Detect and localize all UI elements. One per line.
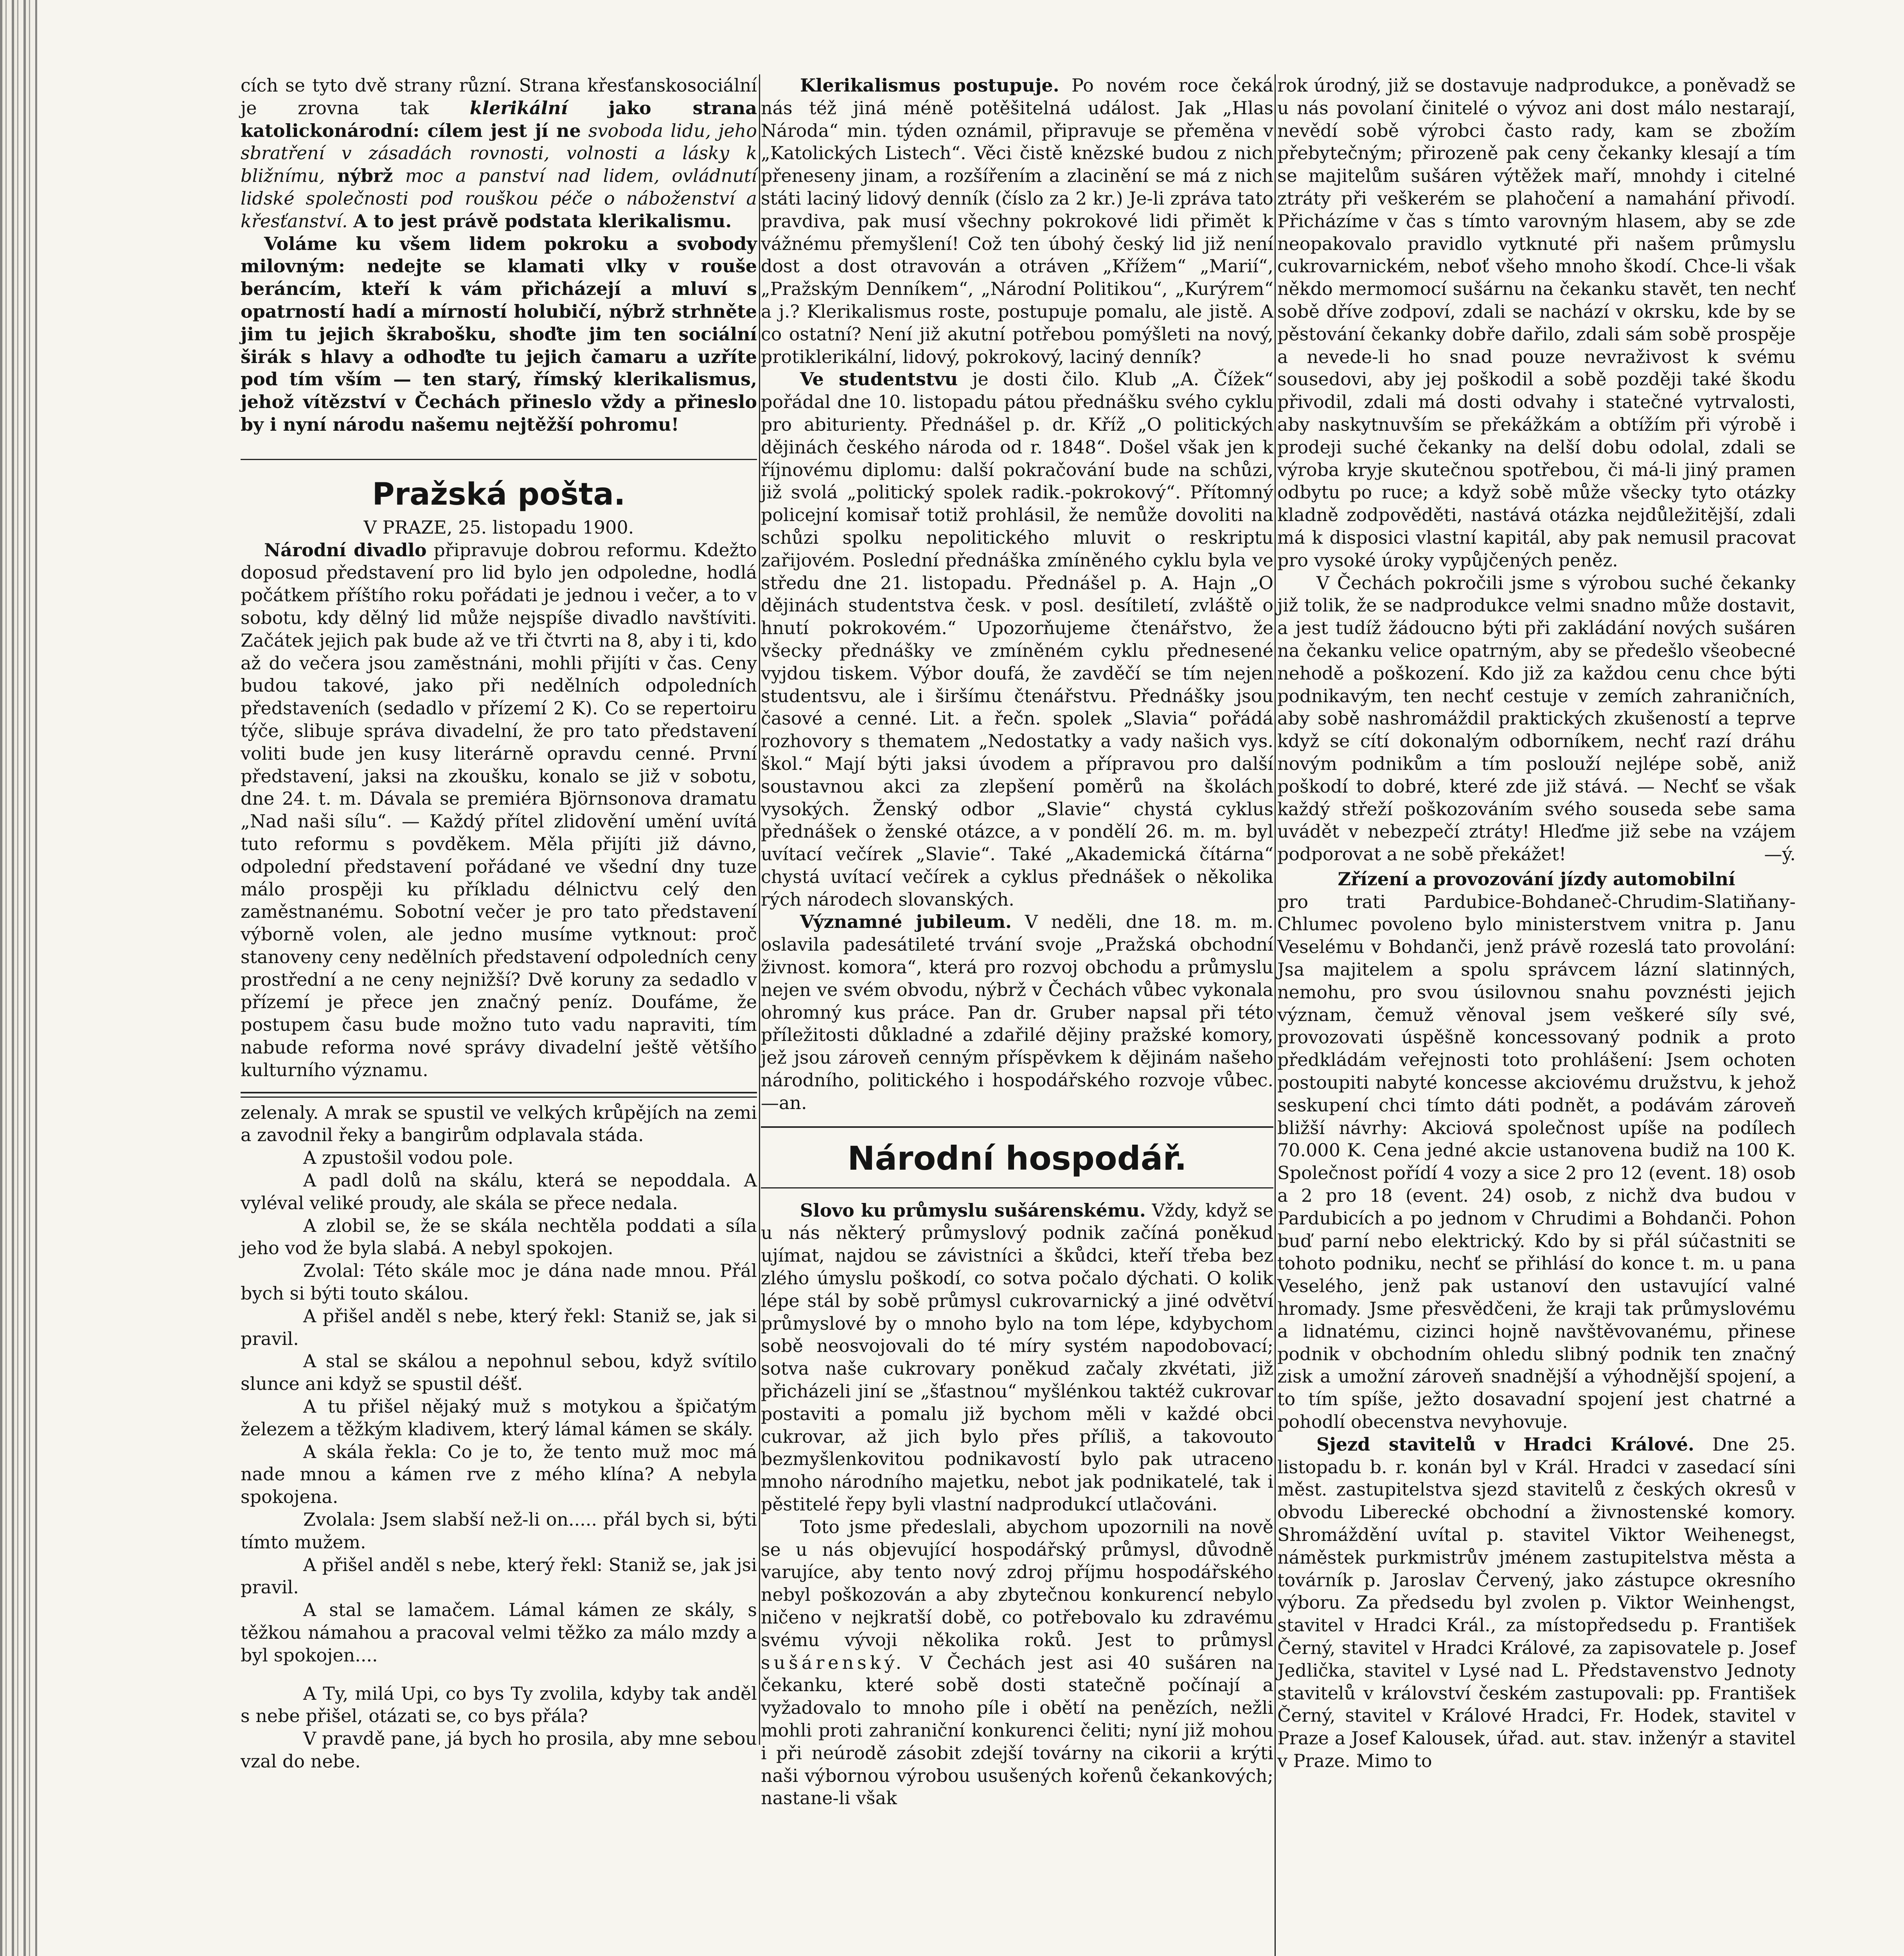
feuilleton-paragraph: A přišel anděl s nebe, který řekl: Staniž se, jak jsi pravil. [241, 1554, 757, 1598]
feuilleton-paragraph: V pravdě pane, já bych ho prosila, aby mne sebou vzal do nebe. [241, 1728, 757, 1772]
appeal-paragraph: Voláme ku všem lidem pokroku a svobody milovným: nedejte se klamati vlky v rouše beráncím, kteří k vám přicházejí a mluví s opatrností hadí a mírností holubičí, nýbrž strhněte jim tu jejich škrabošku, shoďte jim ten sociální širák s hlavy a odhoďte tu jejich čamaru a uzříte pod tím vším — ten starý, římský klerikalismus, jehož vítězství v Čechách přineslo vždy a přineslo by i nyní národu našemu nejtěžší pohromu! [241, 233, 757, 435]
feuilleton-paragraph: A stal se lamačem. Lámal kámen ze skály, s těžkou námahou a pracoval velmi těžko za málo mzdy a byl spokojen.... [241, 1599, 757, 1666]
automobile-title: Zřízení a provozování jízdy automobilní [1338, 868, 1735, 890]
column-rule [759, 74, 760, 1745]
binding-edge [0, 0, 37, 1956]
feuilleton-paragraph: A zlobil se, že se skála nechtěla poddati a síla jeho vod že byla slabá. A nebyl spokojen. [241, 1215, 757, 1259]
builders-article: Sjezd stavitelů v Hradci Králové. Dne 25. listopadu b. r. konán byl v Král. Hradci v zasedací síni měst. zastupitelstva sjezd stavitelů z českých okresů v obvodu Liberecké obchodní a živnostenské komory. Shromáždění uvítal p. stavitel Viktor Weihenegst, náměstek purkmistrův jménem zastupitelstva města a továrník p. Jaroslav Červený, jako zástupce okresního výboru. Za předsedu byl zvolen p. Viktor Weinhengst, stavitel v Hradci Král., za místopředsedu p. František Černý, stavitel v Hradci Králové, za zapisovatele p. Josef Jedlička, stavitel v Lysé nad L. Představenstvo Jednoty stavitelů v království českém zastupovali: pp. František Černý, stavitel v Králové Hradci, Fr. Hodek, stavitel v Praze a Josef Kalousek, úřad. aut. stav. inženýr a stavitel v Praze. Mimo to [1277, 1433, 1796, 1771]
feuilleton [241, 1102, 757, 1773]
column-c [1277, 74, 1796, 1773]
column-b [761, 74, 1273, 1810]
feuilleton-paragraph: A padl dolů na skálu, která se nepoddala. A vyléval veliké proudy, ale skála se přece nedala. [241, 1170, 757, 1214]
industry-continuation-2: V Čechách pokročili jsme s výrobou suché čekanky již tolik, že se nadprodukce velmi snadno může dostavit, a jest tudíž žádoucno býti při zakládání nových sušáren na čekanku velice opatrným, aby se předešlo všeobecné nehodě a poškození. Kdo již za každou cenu chce býti podnikavým, ten nechť cestuje v zemích zahraničních, aby sobě nashromáždil praktických zkušeností a teprve když se cítí dokonalým odborníkem, nechť razí dráhu novým podnikům a tím poslouží nejlépe sobě, aniž poškodí to dobré, které zde již stává. — Nechť se však každý střeží poškozováním svého souseda sebe sama uvádět v nebezpečí ztráty! Hleďme již sebe na vzájem podporovat a ne sobě překážet! —ý. [1277, 572, 1796, 865]
clerical-article: Klerikalismus postupuje. Po novém roce čeká nás též jiná méně potěšitelná událost. Jak „Hlas Národa“ min. týden oznámil, připravuje se přeměna v „Katolických Listech“. Věci čistě knězské budou z nich přeneseny jinam, a rozšířením a zlacinění se má z nich státi laciný lidový denník (číslo za 2 kr.) Je-li zpráva tato pravdiva, pak musí všechny pokrokové lidi přimět k vážnému přemyšlení! Což ten úbohý český lid již není dost a dost otravován a otráven „Křížem“ „Marií“, „Pražským Denníkem“, „Národní Politikou“, „Kurýrem“ a j.? Klerikalismus roste, postupuje pomalu, ale jistě. A co ostatní? Není již akutní potřebou pomýšleti na nový, protiklerikální, lidový, pokrokový, laciný denník? [761, 75, 1273, 367]
industry-article-cont: Toto jsme předeslali, abychom upozornili na nově se u nás objevující hospodářský průmysl, důvodně varujíce, aby tento nový zdroj příjmu hospodářského nebyl poškozován a aby zbytečnou konkurencí nebylo ničeno v nejkratší době, co potřebovalo ku zdravému svému vývoji několika roků. Jest to průmysl sušárenský. V Čechách jest asi 40 sušáren na čekanku, které sobě dosti statečně počínají a vyžadovalo to mnoho píle i obětí na penězích, nežli mohli proti zahraniční konkurenci čeliti; nyní již mohou i při neúrodě zásobit zdejší továrny na cikorii a krýti naši výbornou výrobou usušených kořenů čekankových; nastane-li však [761, 1516, 1273, 1809]
dateline: V PRAZE, 25. listopadu 1900. [363, 516, 634, 538]
automobile-article: pro trati Pardubice-Bohdaneč-Chrudim-Slatiňany-Chlumec povoleno bylo ministerstvem vnitra p. Janu Veselému v Bohdanči, jenž právě rozeslá tato provolání: Jsa majitelem a spolu správcem lázní slatinných, nemohu, pro svou úsilovnou snahu povznésti jejich význam, čemuž věnoval jsem veškeré síly své, provozovati úspěšně koncessovaný podnik a proto předkládám veřejnosti toto prohlášení: Jsem ochoten postoupiti nabyté koncesse akciovému družstvu, k jehož seskupení chci tímto dáti podnět, a podávám zároveň bližší návrhy: Akciová společnost upíše na podílech 70.000 K. Cena jedné akcie ustanovena budiž na 100 K. Společnost pořídí 4 vozy a sice 2 pro 12 (event. 18) osob a 2 pro 18 (event. 24) osob, z nichž dva budou v Pardubicích a po jednom v Chrudimi a Bohdanči. Pohon buď parní nebo elektrický. Kdo by si přál súčastniti se tohoto podniku, nechť se přihlásí do konce t. m. u pana Veselého, jenž pak ustanoví den ustavující valné hromady. Jsme přesvědčeni, že kraji tak průmyslovému a lidnatému, cizinci hojně navštěvovanému, přinese podnik v obchodním ohledu slibný podnik ten značný zisk a umožní zároveň snadnější a výhodnější spojení, a to tím spíše, ježto dosavadní spojení jest chatrné a pohodlí obecenstva nevyhovuje. [1277, 891, 1796, 1433]
students-article: Ve studentstvu je dosti čilo. Klub „A. Čížek“ pořádal dne 10. listopadu pátou přednášku svého cyklu pro abiturienty. Přednášel p. dr. Kříž „O politických dějinách českého národa od r. 1848“. Došel však jen k říjnovému diplomu: další pokračování bude na schůzi, již svolá „politický spolek radik.-pokrokový“. Přítomný policejní komisař totiž prohlásil, že nemůže dovoliti na schůzi spolku nepolitického mluvit o reskriptu zařijovém. Poslední přednáška zmíněného cyklu byla ve středu dne 21. listopadu. Přednášel p. A. Hajn „O dějinách studentstva česk. v posl. desítiletí, zvláště o hnutí pokrokovém.“ Upozorňujeme čtenářstvo, že všecky přednášky ve zmíněném cyklu přednesené vyjdou tiskem. Výbor doufá, že zavděčí se tím nejen studentsvu, ale i širšímu čtenářstvu. Přednášky jsou časové a cenné. Lit. a řečn. spolek „Slavia“ pořádá rozhovory s thematem „Nedostatky a vady našich vys. škol.“ Mají býti jaksi úvodem a přípravou pro další soustavnou akci za zlepšení poměrů na školách vysokých. Ženský odbor „Slavie“ chystá cyklus přednášek o ženské otázce, a v pondělí 26. m. m. byl uvítací večírek „Slavie“. Také „Akademická čítárna“ chystá uvítací večírek a cyklus přednášek o několika rých národech slovanských. [761, 369, 1274, 910]
column-a [241, 74, 757, 1773]
feuilleton-paragraph: A přišel anděl s nebe, který řekl: Staniž se, jak si pravil. [241, 1305, 757, 1349]
feuilleton-paragraph: A tu přišel nějaký muž s motykou a špičatým železem a těžkým kladivem, který lámal kámen se skály. [241, 1396, 757, 1440]
feuilleton-paragraph: A zpustošil vodou pole. [303, 1147, 514, 1169]
jubilee-article: Významné jubileum. V neděli, dne 18. m. m. oslavila padesátileté trvání svoje „Pražská obchodní živnost. komora“, která pro rozvoj obchodu a průmyslu nejen ve svém obvodu, nýbrž v Čechách vůbec vykonala ohromný kus práce. Pan dr. Gruber napsal při této příležitosti důkladné a zdařilé dějiny pražské komory, jež jsou zároveň cenným příspěvkem k dějinám našeho národního, politického i hospodářského rozvoje vůbec. —an. [761, 911, 1273, 1113]
feuilleton-paragraph: zelenaly. A mrak se spustil ve velkých krůpějích na zemi a zavodnil řeky a bangirům odplavala stáda. [241, 1102, 757, 1146]
section-title-prazska-posta: Pražská pošta. [372, 476, 626, 512]
clerical-continuation: cích se tyto dvě strany různí. Strana křesťanskosociální je zrovna tak klerikální jako strana katolickonárodní: cílem jest jí ne svoboda lidu, jeho sbratření v zásadách rovnosti, volnosti a lásky k bližnímu, nýbrž moc a panství nad lidem, ovládnutí lidské společnosti pod rouškou péče o náboženství a křesťanství. A to jest právě podstata klerikalismu. [241, 75, 757, 232]
industry-continuation: rok úrodný, již se dostavuje nadprodukce, a poněvadž se u nás povolaní činitelé o vývoz ani dost málo nestarají, nevědí sobě výrobci často rady, kam se zbožím přebytečným; přirozeně pak ceny čekanky klesají a tím se majitelům sušáren výtěžek maří, mnohdy i citelné ztráty při veškerém se plahočení a namahání přivodí. Přicházíme v čas s tímto varovným hlasem, aby se zde neopakovalo pravidlo vytknuté při našem průmyslu cukrovarnickém, neboť všeho mnoho škodí. Chce-li však někdo mermomocí sušárnu na čekanku stavět, ten nechť sobě dříve zodpoví, zdali se nachází v okrsku, kde by se pěstování čekanky dobře dařilo, zdali sám sobě prospěje a nevede-li ho snad pouze nevraživost k svému sousedovi, aby jej poškodil a sobě později také škodu přivodil, zdali má dosti odvahy i statečné vytrvalosti, aby naskytnuvším se překážkám a obtížím při výrobě i prodeji suché čekanky na delší dobu odolal, zdali se výroba kryje skutečnou spotřebou, či má-li jiný pramen odbytu po ruce; a když sobě může všecky tyto otázky kladně zodpověděti, nastává otázka nejdůležitější, zdali má k disposici vlastní kapitál, aby pak nemusil pracovat pro vysoké úroky vypůjčených peněz. [1277, 75, 1796, 571]
divider [241, 459, 757, 460]
hospodar-header [761, 1126, 1273, 1188]
feuilleton-paragraph: A Ty, milá Upi, co bys Ty zvolila, kdyby tak anděl s nebe přišel, otázati se, co bys přála? [241, 1683, 757, 1727]
section-title-narodni-hospodar: Národní hospodář. [847, 1139, 1187, 1178]
feuilleton-paragraph: Zvolala: Jsem slabší než-li on..... přál bych si, býti tímto mužem. [241, 1509, 757, 1553]
industry-article: Slovo ku průmyslu sušárenskému. Vždy, když se u nás některý průmyslový podnik začíná poněkud ujímat, najdou se závistníci a škůdci, kteří třeba bez zlého úmyslu poškodí, co sotva počalo dýchati. O kolik lépe stál by sobě průmysl cukrovarnický a jiné odvětví průmyslové by o mnoho bylo na tom lépe, kdybychom sobě neosvojovali do té míry systém napodobovací; sotva naše cukrovary poněkud začaly zkvétati, již přicházeli jiní se „šťastnou“ myšlénkou taktéž cukrovar postaviti a pomalu již bychom měli v každé obci cukrovar, až jich bylo přes příliš, a takovouto bezmyšlenkovitou podnikavostí bylo pak utraceno mnoho národního majetku, nebot jak podnikatelé, tak i pěstitelé řepy byli vlastní nadprodukcí utlačováni. [761, 1199, 1273, 1515]
feuilleton-paragraph: A stal se skálou a nepohnul sebou, když svítilo slunce ani když se spustil déšť. [241, 1350, 757, 1395]
column-rule [1275, 74, 1276, 1956]
feuilleton-divider [241, 1092, 757, 1098]
feuilleton-paragraph: A skála řekla: Co je to, že tento muž moc má nade mnou a kámen rve z mého klína? A nebyla spokojena. [241, 1441, 757, 1508]
feuilleton-paragraph: Zvolal: Této skále moc je dána nade mnou. Přál bych si býti touto skálou. [241, 1260, 757, 1304]
theatre-article: Národní divadlo připravuje dobrou reformu. Kdežto doposud představení pro lid bylo jen odpoledne, hodlá počátkem příštího roku pořádati je jednou i večer, a to v sobotu, kdy dělný lid může nejspíše divadlo navštíviti. Začátek jejich pak bude až ve tři čtvrti na 8, aby i ti, kdo až do večera jsou zaměstnáni, mohli přijíti v čas. Ceny budou takové, jako při nedělních odpoledních představeních (sedadlo v přízemí 2 K). Co se repertoiru týče, slibuje správa divadelní, že pro tato představení voliti bude jen kusy literárně opravdu cenné. První představení, jaksi na zkoušku, konalo se již v sobotu, dne 24. t. m. Dávala se premiéra Björnsonova dramatu „Nad naši sílu“. — Každý přítel zlidovění umění uvítá tuto reformu s povděkem. Měla přijíti již dávno, odpolední představení pořádané ve všední dny tuze málo prospěji ku příkladu délnictvu celý den zaměstnanému. Sobotní večer je pro tato představení výborně volen, ale jedno musíme vytknout: proč stanoveny ceny nedělních představení odpoledních ceny prostřední a ne ceny nejnižší? Dvě koruny za sedadlo v přízemí je přece jen značný peníz. Doufáme, že postupem času bude možno tuto vadu napraviti, tím nabude reforma nové správy divadelní ještě většího kulturního významu. [241, 539, 757, 1080]
